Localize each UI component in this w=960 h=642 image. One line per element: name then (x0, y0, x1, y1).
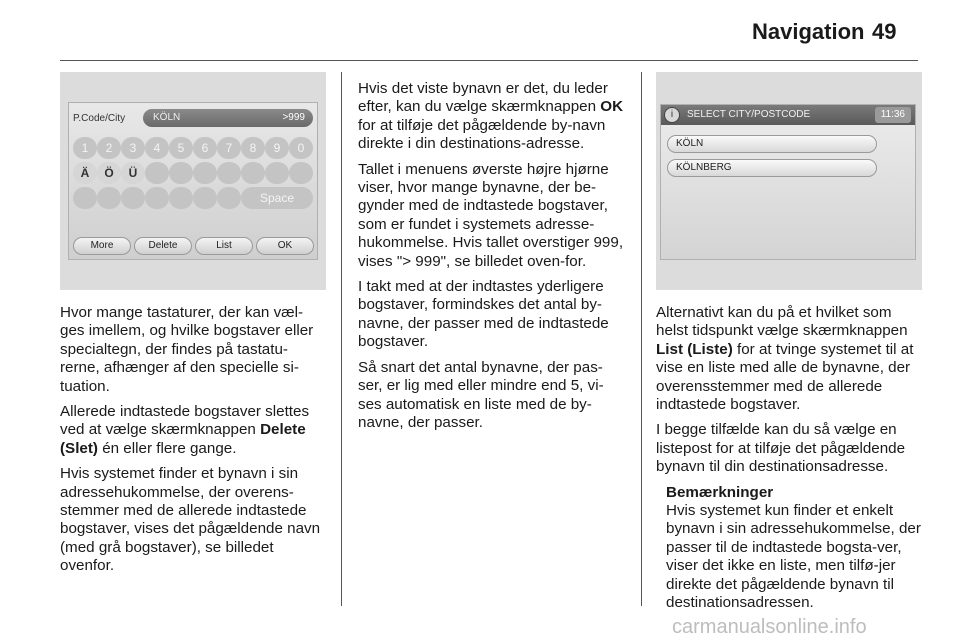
key-blank (217, 162, 241, 184)
city-input-field (143, 109, 313, 127)
key-blank (121, 187, 145, 209)
key-7: 7 (217, 137, 241, 159)
paragraph: I takt med at der indtastes yderligere bogstaver, formindskes det antal by-navne, der passer med de indtastede bogstaver. (358, 278, 609, 351)
match-count: >999 (282, 112, 305, 123)
key-8: 8 (241, 137, 265, 159)
key-3: 3 (121, 137, 145, 159)
paragraph: Hvis systemet finder et bynavn i sin adressehukommelse, der overens-stemmer med de allerede indtastede bogstaver, vises det pågældende navn (med grå bogstaver), se billedet ovenfor. (60, 465, 321, 575)
note-box (656, 484, 922, 613)
city-list-screen-figure (656, 72, 922, 290)
page-header (0, 0, 960, 62)
column-divider-1 (341, 72, 342, 606)
key-blank (289, 162, 313, 184)
key-u-umlaut: Ü (121, 162, 145, 184)
key-blank (169, 187, 193, 209)
key-blank (217, 187, 241, 209)
key-o-umlaut: Ö (97, 162, 121, 184)
screen-title-bar (661, 105, 915, 125)
key-2: 2 (97, 137, 121, 159)
key-blank (169, 162, 193, 184)
key-blank (145, 162, 169, 184)
watermark: carmanualsonline.info (672, 616, 867, 638)
info-icon: i (664, 107, 680, 123)
key-blank (73, 187, 97, 209)
key-blank (265, 162, 289, 184)
on-screen-keyboard (73, 137, 315, 212)
text-column-3 (656, 304, 922, 613)
key-blank (97, 187, 121, 209)
key-0: 0 (289, 137, 313, 159)
city-input-value: KÖLN (153, 112, 181, 123)
note-body: Hvis systemet kun finder et enkelt bynavn i sin adressehukommelse, der passer til de indtastede bogsta-ver, viser det ikke en liste, men tilfø-jer direkte det pågældende bynavn til destinationsadressen. (666, 502, 921, 612)
page-number: 49 (872, 19, 897, 44)
keyboard-screen (68, 102, 318, 260)
city-list-screen (660, 104, 916, 260)
key-4: 4 (145, 137, 169, 159)
keyboard-screen-figure (60, 72, 326, 290)
bold-term: OK (600, 98, 624, 116)
key-blank (193, 187, 217, 209)
paragraph (60, 403, 326, 458)
page-title: Navigation (752, 19, 865, 44)
text-run: Alternativt kan du på et hvilket som helst tidspunkt vælge skærmknappen (656, 304, 908, 340)
key-blank (145, 187, 169, 209)
paragraph (656, 304, 922, 414)
list-item: KÖLNBERG (667, 159, 877, 177)
key-blank (241, 162, 265, 184)
text-run: én eller flere gange. (97, 439, 237, 457)
ok-button: OK (256, 237, 314, 255)
note-title: Bemærkninger (666, 483, 774, 501)
list-button: List (195, 237, 253, 255)
key-6: 6 (193, 137, 217, 159)
header-divider (60, 60, 918, 61)
more-button: More (73, 237, 131, 255)
text-run: Allerede indtastede bogstaver slettes ved at vælge skærmknappen (60, 403, 310, 439)
keyboard-button-row (73, 237, 315, 255)
key-9: 9 (265, 137, 289, 159)
bold-term: List (Liste) (656, 340, 733, 358)
text-run: for at tilføje det pågældende by-navn direkte i din destinations-adresse. (358, 116, 606, 153)
key-space: Space (241, 187, 313, 209)
postcode-city-label: P.Code/City (73, 113, 126, 124)
screen-title: SELECT CITY/POSTCODE (687, 109, 811, 120)
clock-time: 11:36 (875, 107, 911, 123)
text-column-1 (60, 304, 326, 583)
text-column-2 (358, 80, 624, 439)
list-item: KÖLN (667, 135, 877, 153)
column-divider-2 (641, 72, 642, 606)
bold-term: Delete (Slet) (60, 421, 306, 457)
text-run: for at tvinge systemet til at vise en liste med alle de bynavne, der overensstemmer med de allerede indtastede bogstaver. (656, 340, 914, 414)
delete-button: Delete (134, 237, 192, 255)
paragraph: Tallet i menuens øverste højre hjørne viser, hvor mange bynavne, der be-gynder med de indtastede bogstaver, som er fundet i systemets adresse-hukommelse. Hvis tallet overstiger 999, vises "> 999", se billedet oven-for. (358, 160, 624, 270)
paragraph: Hvor mange tastaturer, der kan væl-ges imellem, og hvilke bogstaver eller specialtegn, der findes på tastatu-rerne, afhænger af den specielle si-tuation. (60, 304, 314, 395)
key-a-umlaut: Ä (73, 162, 97, 184)
key-1: 1 (73, 137, 97, 159)
key-5: 5 (169, 137, 193, 159)
key-blank (193, 162, 217, 184)
paragraph: I begge tilfælde kan du så vælge en listepost for at tilføje det pågældende bynavn til din destinationsadresse. (656, 421, 906, 476)
paragraph: Så snart det antal bynavne, der pas-ser, er lig med eller mindre end 5, vi-ses automatisk en liste med de by-navne, der passer. (358, 358, 604, 431)
text-run: Hvis det viste bynavn er det, du leder efter, kan du vælge skærmknappen (358, 80, 608, 116)
paragraph (358, 80, 624, 154)
